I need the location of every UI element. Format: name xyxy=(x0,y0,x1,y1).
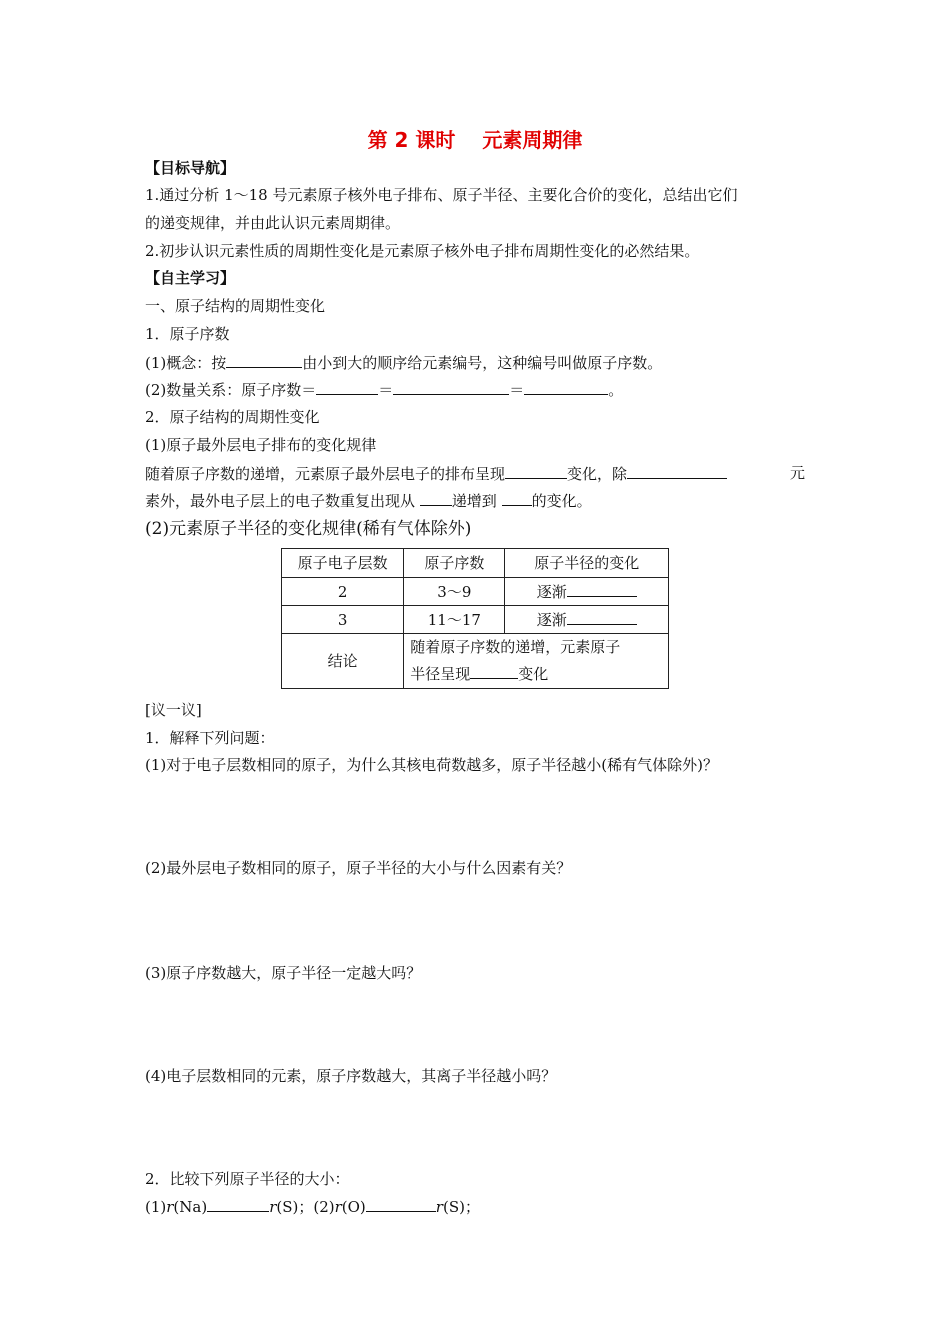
outer-text-a: 随着原子序数的递增，元素原子最外层电子的排布呈现 xyxy=(145,465,506,483)
goal-1-line-1 xyxy=(145,185,805,205)
radius-symbol: r xyxy=(435,1198,443,1216)
header-layers: 原子电子层数 xyxy=(282,549,404,578)
radius-symbol: r xyxy=(166,1198,174,1216)
table-row xyxy=(282,578,669,606)
outer2-text-c: 的变化。 xyxy=(531,492,592,510)
cell-range: 11～17 xyxy=(404,606,505,634)
goal-2: 2.初步认识元素性质的周期性变化是元素原子核外电子排布周期性变化的必然结果。 xyxy=(145,242,700,260)
radius-symbol: r xyxy=(269,1198,277,1216)
concept-blank[interactable] xyxy=(226,352,302,368)
quantity-line xyxy=(145,379,805,400)
conclusion-text-b: 变化 xyxy=(518,665,549,683)
quantity-blank-3[interactable] xyxy=(524,379,608,395)
compare-blank-1[interactable] xyxy=(207,1196,269,1212)
compare-blank-2[interactable] xyxy=(366,1196,436,1212)
cell-change: 逐渐 xyxy=(505,606,669,634)
conclusion-cell xyxy=(404,634,669,689)
change-blank[interactable] xyxy=(567,581,637,597)
conclusion-line-1: 随着原子序数的递增，元素原子 xyxy=(410,638,621,656)
oxygen-label: (O) xyxy=(341,1198,366,1216)
subheading-atomic-number: 1．原子序数 xyxy=(145,325,230,343)
goal-1-line-2: 的递变规律，并由此认识元素周期律。 xyxy=(145,214,401,232)
cell-range: 3～9 xyxy=(404,578,505,606)
lesson-title: 第 2 课时 元素周期律 xyxy=(367,128,583,152)
discuss-heading: [议一议] xyxy=(145,701,202,719)
sulfur-label: (S)； xyxy=(276,1198,314,1216)
radius-title: (2)元素原子半径的变化规律(稀有气体除外) xyxy=(145,519,472,539)
question-1-4: (4)电子层数相同的元素，原子序数越大，其离子半径越小吗？ xyxy=(145,1067,557,1085)
cell-change: 逐渐 xyxy=(505,578,669,606)
part-1-heading: 一、原子结构的周期性变化 xyxy=(145,297,326,315)
table-header-row xyxy=(282,549,669,578)
cell-layers: 3 xyxy=(282,606,404,634)
conclusion-label: 结论 xyxy=(282,634,404,689)
question-1-3: (3)原子序数越大，原子半径一定越大吗？ xyxy=(145,964,422,982)
quantity-text: (2)数量关系：原子序数＝ xyxy=(145,381,317,399)
outer2-blank-1[interactable] xyxy=(420,490,452,506)
radius-symbol: r xyxy=(334,1198,342,1216)
equals-sign: ＝ xyxy=(509,381,525,399)
outer2-text-b: 递增到 xyxy=(451,492,497,510)
atomic-radius-table xyxy=(281,548,669,689)
sodium-label: (Na) xyxy=(173,1198,208,1216)
header-range: 原子序数 xyxy=(404,549,505,578)
equals-sign: ＝ xyxy=(378,381,394,399)
goal-1-text: 1.通过分析 1～18 号元素原子核外电子排布、原子半径、主要化合价的变化，总结出它们 xyxy=(145,186,738,204)
quantity-blank-2[interactable] xyxy=(393,379,509,395)
outer-shell-title: (1)原子最外层电子排布的变化规律 xyxy=(145,436,377,454)
question-1: 1．解释下列问题： xyxy=(145,729,275,747)
subheading-periodic-structure: 2．原子结构的周期性变化 xyxy=(145,408,320,426)
table-conclusion-row xyxy=(282,634,669,689)
outer-shell-line-2 xyxy=(145,490,805,511)
question-2: 2．比较下列原子半径的大小： xyxy=(145,1170,350,1188)
question-2-items xyxy=(145,1196,805,1217)
outer-shell-line-1 xyxy=(145,463,805,484)
outer-text-c: 元 xyxy=(789,464,805,482)
outer-blank-1[interactable] xyxy=(505,463,567,479)
outer-text-b: 变化，除 xyxy=(567,465,628,483)
cell-layers: 2 xyxy=(282,578,404,606)
concept-text-a: (1)概念：按 xyxy=(145,354,227,372)
quantity-blank-1[interactable] xyxy=(316,379,378,395)
outer-blank-2[interactable] xyxy=(627,463,727,479)
change-blank[interactable] xyxy=(567,609,637,625)
question-1-2: (2)最外层电子数相同的原子，原子半径的大小与什么因素有关？ xyxy=(145,859,572,877)
concept-line xyxy=(145,352,805,373)
conclusion-blank[interactable] xyxy=(470,663,518,679)
period-mark: 。 xyxy=(608,381,624,399)
outer2-blank-2[interactable] xyxy=(502,490,532,506)
item-2-label: (2) xyxy=(313,1198,335,1216)
heading-goals: 【目标导航】 xyxy=(145,159,236,177)
table-row xyxy=(282,606,669,634)
question-1-1: (1)对于电子层数相同的原子，为什么其核电荷数越多，原子半径越小(稀有气体除外)？ xyxy=(145,756,718,774)
sulfur-label: (S)； xyxy=(442,1198,480,1216)
outer2-text-a: 素外，最外电子层上的电子数重复出现从 xyxy=(145,492,416,510)
conclusion-text-a: 半径呈现 xyxy=(410,665,471,683)
heading-self-study: 【自主学习】 xyxy=(145,269,236,287)
concept-text-b: 由小到大的顺序给元素编号，这种编号叫做原子序数。 xyxy=(302,354,663,372)
header-change: 原子半径的变化 xyxy=(505,549,669,578)
item-1-label: (1) xyxy=(145,1198,167,1216)
